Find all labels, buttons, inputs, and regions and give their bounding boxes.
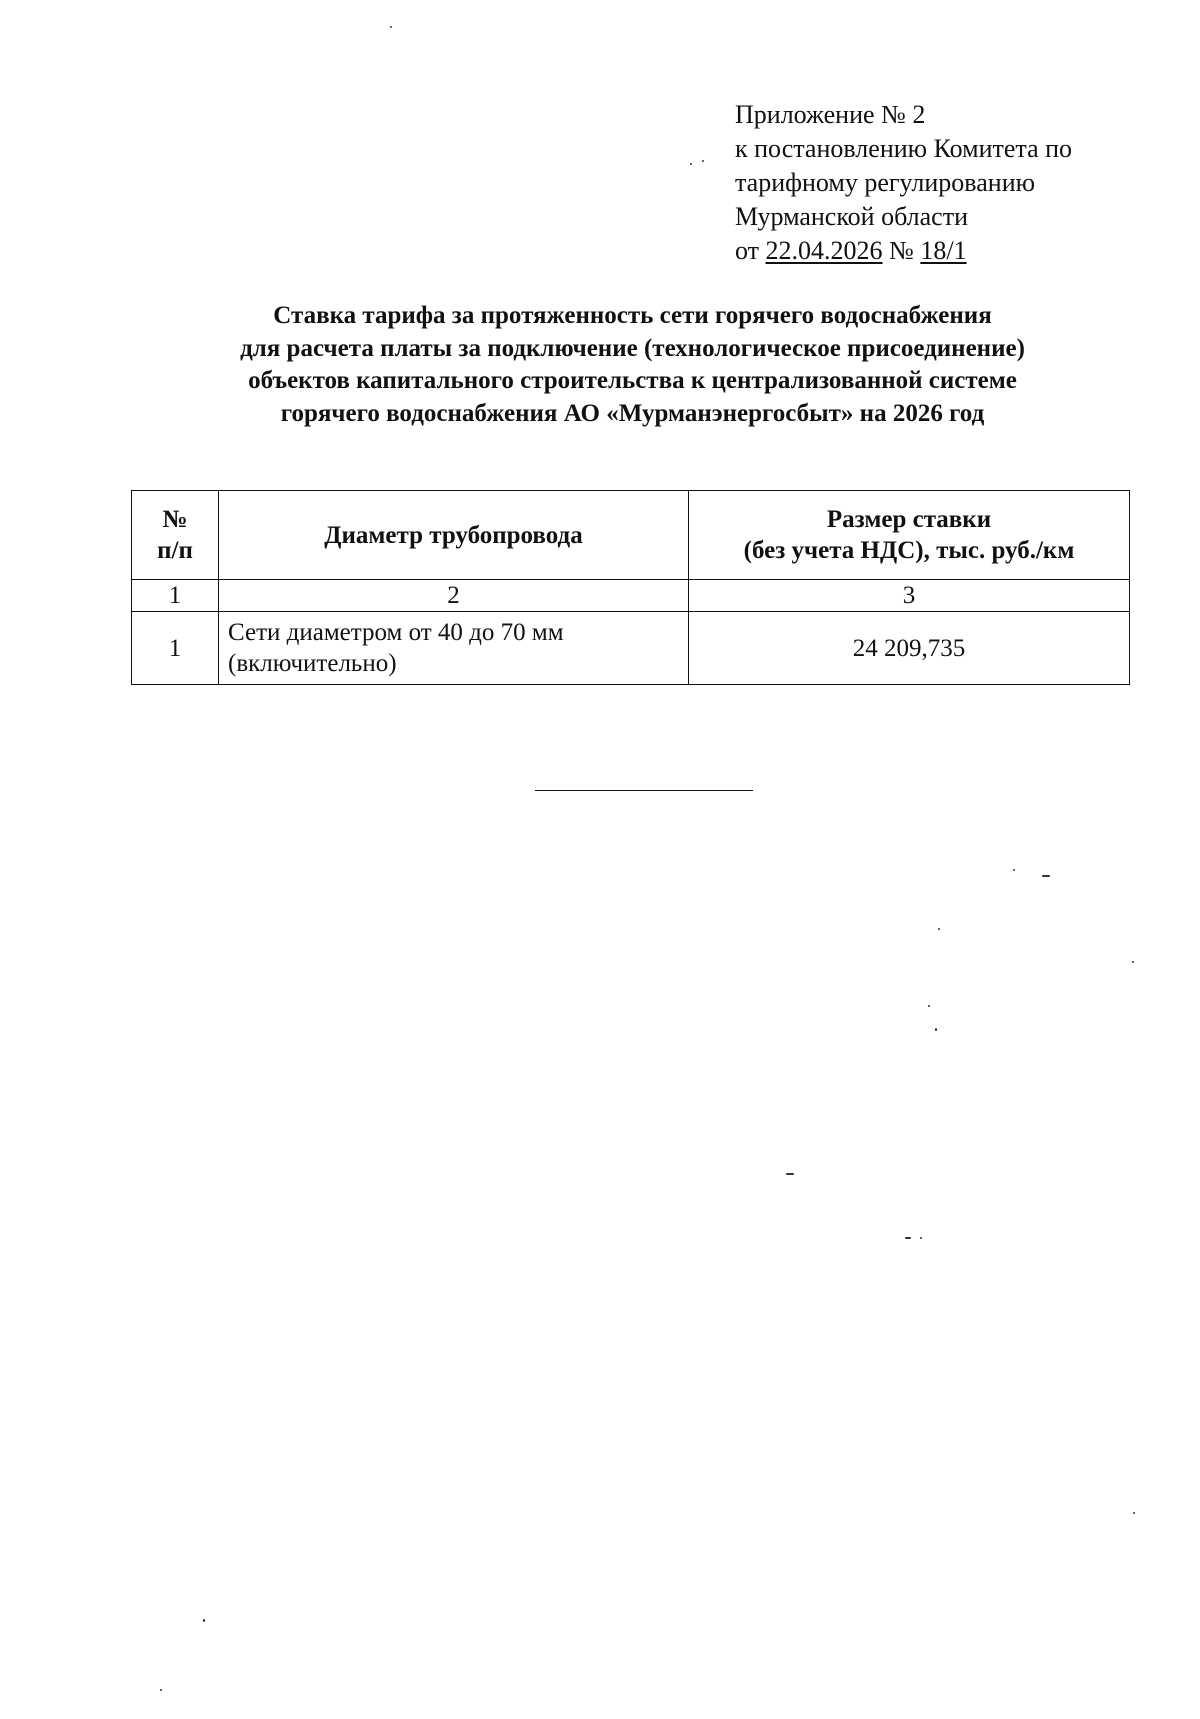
scan-speck [1133,1512,1135,1514]
date-prefix: от [735,236,766,265]
scan-speck [938,928,940,930]
scan-speck [920,1237,922,1239]
title-line-1: Ставка тарифа за протяженность сети горячего водоснабжения [273,302,992,329]
closing-rule [535,790,753,791]
row-rate: 24 209,735 [689,612,1130,685]
tariff-rate-table [131,490,1130,685]
row-diameter-line-1: Сети диаметром от 40 до 70 мм [228,619,564,646]
number-prefix: № [882,236,921,265]
appendix-header [735,98,1155,268]
title-line-2: для расчета платы за подключение (технологическое присоединение) [240,334,1025,362]
scan-speck [786,1173,794,1175]
scan-speck [203,1619,205,1622]
scan-speck [690,163,692,165]
title-line-4: горячего водоснабжения АО «Мурманэнергосбыт» на 2026 год [280,399,985,427]
scan-speck [160,1689,162,1691]
appendix-line-2: к постановлению Комитета по [735,134,1073,163]
header-number-sign: № [162,506,188,533]
appendix-line-3: тарифному регулированию [735,168,1036,197]
scan-speck [1042,875,1050,877]
scan-speck [1013,869,1015,871]
header-number-label: п/п [157,537,193,564]
resolution-number: 18/1 [920,236,967,265]
row-number: 1 [132,612,219,685]
header-rate-title: Размер ставки [826,506,992,533]
column-number-2: 2 [219,580,689,612]
appendix-date-line [735,234,1155,268]
scan-speck [905,1237,911,1239]
table-header-row [132,491,1130,580]
title-line-3: объектов капитального строительства к централизованной системе [248,367,1017,394]
resolution-date: 22.04.2026 [765,236,883,265]
header-number [132,491,219,580]
header-rate-units: (без учета НДС), тыс. руб./км [743,537,1075,564]
scan-speck [1132,961,1134,963]
header-diameter: Диаметр трубопровода [219,491,689,580]
row-diameter [219,612,689,685]
header-rate [689,491,1130,580]
row-diameter-line-2: (включительно) [228,650,397,677]
scan-speck [702,160,704,162]
scan-speck [928,1005,930,1007]
table-row [132,612,1130,685]
column-number-row [132,580,1130,612]
appendix-title: Приложение № 2 [735,100,926,129]
scan-speck [390,26,392,28]
document-title [120,300,1145,430]
column-number-1: 1 [132,580,219,612]
scan-speck [935,1028,937,1031]
appendix-line-4: Мурманской области [735,202,968,231]
column-number-3: 3 [689,580,1130,612]
